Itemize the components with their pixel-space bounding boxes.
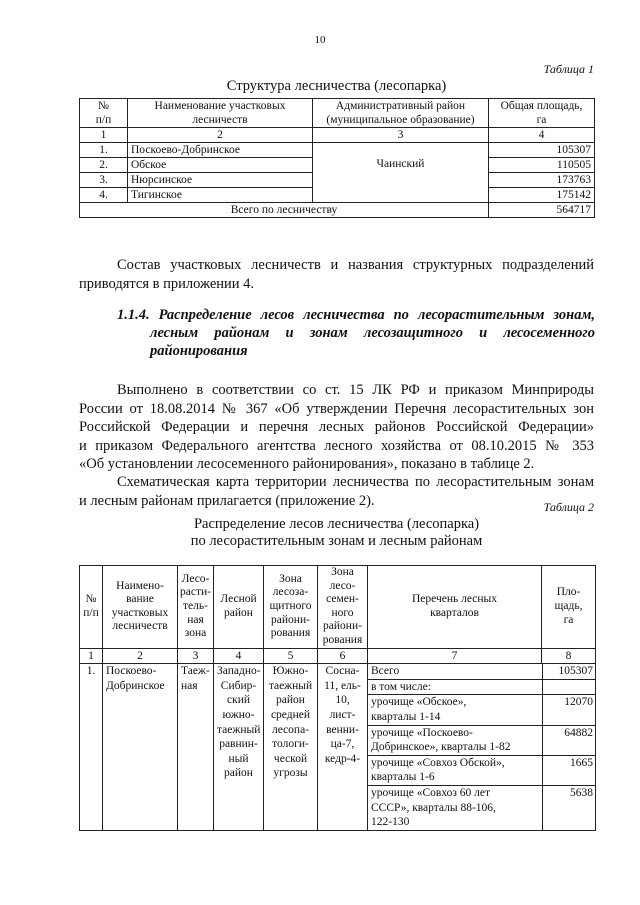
table2-colnum: 1 xyxy=(80,648,103,664)
para-line: Схематическая карта территории лесничества по лесорастительным зонам xyxy=(117,474,594,490)
table2-colnum: 5 xyxy=(264,648,318,664)
cell-line: ский xyxy=(227,694,250,707)
cell-line: район xyxy=(224,767,253,780)
table1-label: Таблица 1 xyxy=(543,62,594,76)
cell-line: СССР», кварталы 88-106, xyxy=(371,801,496,814)
cell-line: урочище «Совхоз Обской», xyxy=(371,756,505,769)
table2-colnum: 8 xyxy=(542,648,596,664)
row-area: 173763 xyxy=(489,173,595,188)
list-item-label xyxy=(368,785,542,829)
cell-line: кварталов xyxy=(430,606,479,619)
cell-line: Южно- xyxy=(272,665,309,678)
row-area: 105307 xyxy=(489,143,595,158)
list-item xyxy=(368,785,596,829)
list-item-label xyxy=(368,695,542,725)
cell-line: Таеж- xyxy=(181,665,210,678)
table2-title xyxy=(79,516,594,550)
cell-line: лесо- xyxy=(329,579,356,592)
cell-line: лесопа- xyxy=(271,723,310,736)
cell-line: урочище «Совхоз 60 лет xyxy=(371,786,491,799)
para-line: и лесным районам прилагается (приложение 2). xyxy=(79,492,375,509)
list-item xyxy=(368,695,596,725)
cell-line: 11, ель- xyxy=(324,679,361,692)
table2-header-name xyxy=(103,566,178,649)
table1-header-area: Общая площадь, га xyxy=(489,99,595,128)
list-item-area xyxy=(542,679,596,695)
list-item-label xyxy=(368,725,542,755)
cell-line: Перечень лесных xyxy=(411,593,497,606)
cell-line: в том числе: xyxy=(371,680,431,693)
cell-line: венни- xyxy=(326,723,359,736)
cell-line: Сосна- xyxy=(325,665,360,678)
table2-colnum-row xyxy=(80,648,596,664)
cell-line: райони- xyxy=(323,620,362,633)
cell-line: таежный xyxy=(268,679,313,692)
cell-line: район xyxy=(276,694,305,707)
list-item xyxy=(368,755,596,785)
section-heading xyxy=(117,306,595,360)
table2-title-line: по лесорастительным зонам и лесным районам xyxy=(190,533,483,549)
table1-header-district: Административный район (муниципальное образование) xyxy=(313,99,489,128)
cell-line: Лесо- xyxy=(181,572,210,585)
row-name: Нюрсинское xyxy=(128,173,313,188)
row-name: Поскоево-Добринское xyxy=(128,143,313,158)
cell-line: п/п xyxy=(83,606,99,619)
cell-line: район xyxy=(224,606,253,619)
row-num: 1. xyxy=(80,664,103,831)
cell-line: Лесной xyxy=(220,593,257,606)
row-area: 110505 xyxy=(489,158,595,173)
para-line: «Об установлении лесосеменного районирования», показано в таблице 2. xyxy=(79,456,535,472)
row-seed xyxy=(318,664,368,831)
quarters-list xyxy=(368,664,596,831)
cell-line: тель- xyxy=(183,599,208,612)
cell-line: Зона xyxy=(279,572,302,585)
cell-line: средней xyxy=(270,708,311,721)
table1-title: Структура лесничества (лесопарка) xyxy=(226,78,447,94)
cell-line: расти- xyxy=(180,586,211,599)
cell-line: урочище «Обское», xyxy=(371,696,467,709)
cell-line: вание xyxy=(126,593,154,606)
cell-line: кварталы 1-6 xyxy=(371,771,435,784)
list-item-area: 1665 xyxy=(542,755,596,785)
table1-header-name: Наименование участковых лесничеств xyxy=(128,99,313,128)
row-num: 4. xyxy=(80,188,128,203)
total-label: Всего по лесничеству xyxy=(80,203,489,218)
quarters-subtable xyxy=(368,664,596,830)
table2-header-region xyxy=(214,566,264,649)
para-line: России от 18.08.2014 № 367 «Об утверждении Перечня лесорастительных зон xyxy=(79,400,594,417)
table1 xyxy=(79,98,595,218)
cell-line: Добринское xyxy=(106,679,165,692)
table2-label: Таблица 2 xyxy=(543,500,594,514)
list-item-label xyxy=(368,679,542,695)
cell-line: Добринское», кварталы 1-82 xyxy=(371,741,511,754)
cell-line: кварталы 1-14 xyxy=(371,710,441,723)
table2-header-seed xyxy=(318,566,368,649)
list-item-area: 105307 xyxy=(542,664,596,679)
table1-header-num: № п/п xyxy=(80,99,128,128)
cell-line: участковых xyxy=(111,606,169,619)
cell-line: ческой xyxy=(273,752,308,765)
row-area: 175142 xyxy=(489,188,595,203)
table1-colnum: 3 xyxy=(313,128,489,143)
table1-total-row xyxy=(80,203,595,218)
district-cell: Чаинский xyxy=(313,143,489,203)
row-name xyxy=(103,664,178,831)
row-zone xyxy=(178,664,214,831)
list-item-area: 5638 xyxy=(542,785,596,829)
list-item xyxy=(368,664,596,679)
paragraph-appendix xyxy=(79,256,594,293)
cell-line: Наимено- xyxy=(116,579,164,592)
table-row xyxy=(80,664,596,831)
table1-colnum: 2 xyxy=(128,128,313,143)
cell-line: Всего xyxy=(371,665,400,678)
para-line: Российской Федерации и перечня лесных районов Российской Федерации» xyxy=(79,419,594,435)
row-num: 3. xyxy=(80,173,128,188)
cell-line: таежный xyxy=(217,723,261,736)
table2-header-list xyxy=(368,566,542,649)
table2-colnum: 6 xyxy=(318,648,368,664)
cell-line: лесоза- xyxy=(272,586,309,599)
cell-line: ного xyxy=(331,606,354,619)
table1-colnum: 4 xyxy=(489,128,595,143)
table2 xyxy=(79,565,596,831)
cell-line: ная xyxy=(187,613,204,626)
cell-line: Западно- xyxy=(217,665,261,678)
total-area: 564717 xyxy=(489,203,595,218)
table2-colnum: 4 xyxy=(214,648,264,664)
para-line: Состав участковых лесничеств и названия структурных подразделений xyxy=(117,257,594,273)
heading-line: районирования xyxy=(150,343,248,359)
para-line: приводятся в приложении 4. xyxy=(79,275,255,292)
cell-line: ный xyxy=(228,752,249,765)
cell-line: 122-130 xyxy=(371,816,410,829)
table2-colnum: 7 xyxy=(368,648,542,664)
table2-header-area xyxy=(542,566,596,649)
cell-line: равнин- xyxy=(219,738,258,751)
table2-header-zone xyxy=(178,566,214,649)
cell-line: лесничеств xyxy=(112,620,168,633)
cell-line: южно- xyxy=(222,708,255,721)
row-num: 2. xyxy=(80,158,128,173)
cell-line: щадь, xyxy=(554,599,583,612)
para-line: и приказом Федерального агентства лесного хозяйства от 08.10.2015 № 353 xyxy=(79,437,594,454)
page-number: 10 xyxy=(314,34,326,46)
cell-line: тологи- xyxy=(272,738,309,751)
table-row xyxy=(80,143,595,158)
cell-line: га xyxy=(563,613,574,626)
heading-line: 1.1.4. Распределение лесов лесничества по лесорастительным зонам, xyxy=(117,307,595,323)
table2-colnum: 2 xyxy=(103,648,178,664)
row-name: Обское xyxy=(128,158,313,173)
heading-line: лесным районам и зонам лесозащитного и лесосеменного xyxy=(150,325,595,341)
list-item-label xyxy=(368,755,542,785)
cell-line: № xyxy=(85,593,97,606)
cell-line: ца-7, xyxy=(330,738,355,751)
cell-line: щитного xyxy=(269,599,312,612)
row-name: Тигинское xyxy=(128,188,313,203)
list-item-area: 64882 xyxy=(542,725,596,755)
list-item xyxy=(368,725,596,755)
list-item xyxy=(368,679,596,695)
paragraph-map xyxy=(79,473,594,510)
row-num: 1. xyxy=(80,143,128,158)
table1-colnum: 1 xyxy=(80,128,128,143)
cell-line: ная xyxy=(181,679,198,692)
table2-header-row xyxy=(80,566,596,649)
row-protect xyxy=(264,664,318,831)
cell-line: кедр-4- xyxy=(324,752,361,765)
cell-line: Поскоево- xyxy=(106,665,157,678)
table2-colnum: 3 xyxy=(178,648,214,664)
cell-line: семен- xyxy=(326,593,359,606)
cell-line: райони- xyxy=(271,613,310,626)
table1-header-row xyxy=(80,99,595,128)
cell-line: Зона xyxy=(331,566,354,578)
cell-line: Пло- xyxy=(556,586,581,599)
list-item-label xyxy=(368,664,542,679)
cell-line: Сибир- xyxy=(220,679,257,692)
table2-header-protect xyxy=(264,566,318,649)
cell-line: рования xyxy=(270,627,311,640)
table2-header-num xyxy=(80,566,103,649)
table2-title-line: Распределение лесов лесничества (лесопарка) xyxy=(193,516,480,532)
paragraph-basis xyxy=(79,381,594,474)
cell-line: 10, лист- xyxy=(329,694,356,721)
cell-line: рования xyxy=(322,633,363,646)
table1-colnum-row xyxy=(80,128,595,143)
cell-line: урочище «Поскоево- xyxy=(371,726,473,739)
cell-line: зона xyxy=(184,627,207,640)
para-line: Выполнено в соответствии со ст. 15 ЛК РФ и приказом Минприроды xyxy=(117,382,594,398)
cell-line: угрозы xyxy=(273,767,308,780)
row-region xyxy=(214,664,264,831)
list-item-area: 12070 xyxy=(542,695,596,725)
